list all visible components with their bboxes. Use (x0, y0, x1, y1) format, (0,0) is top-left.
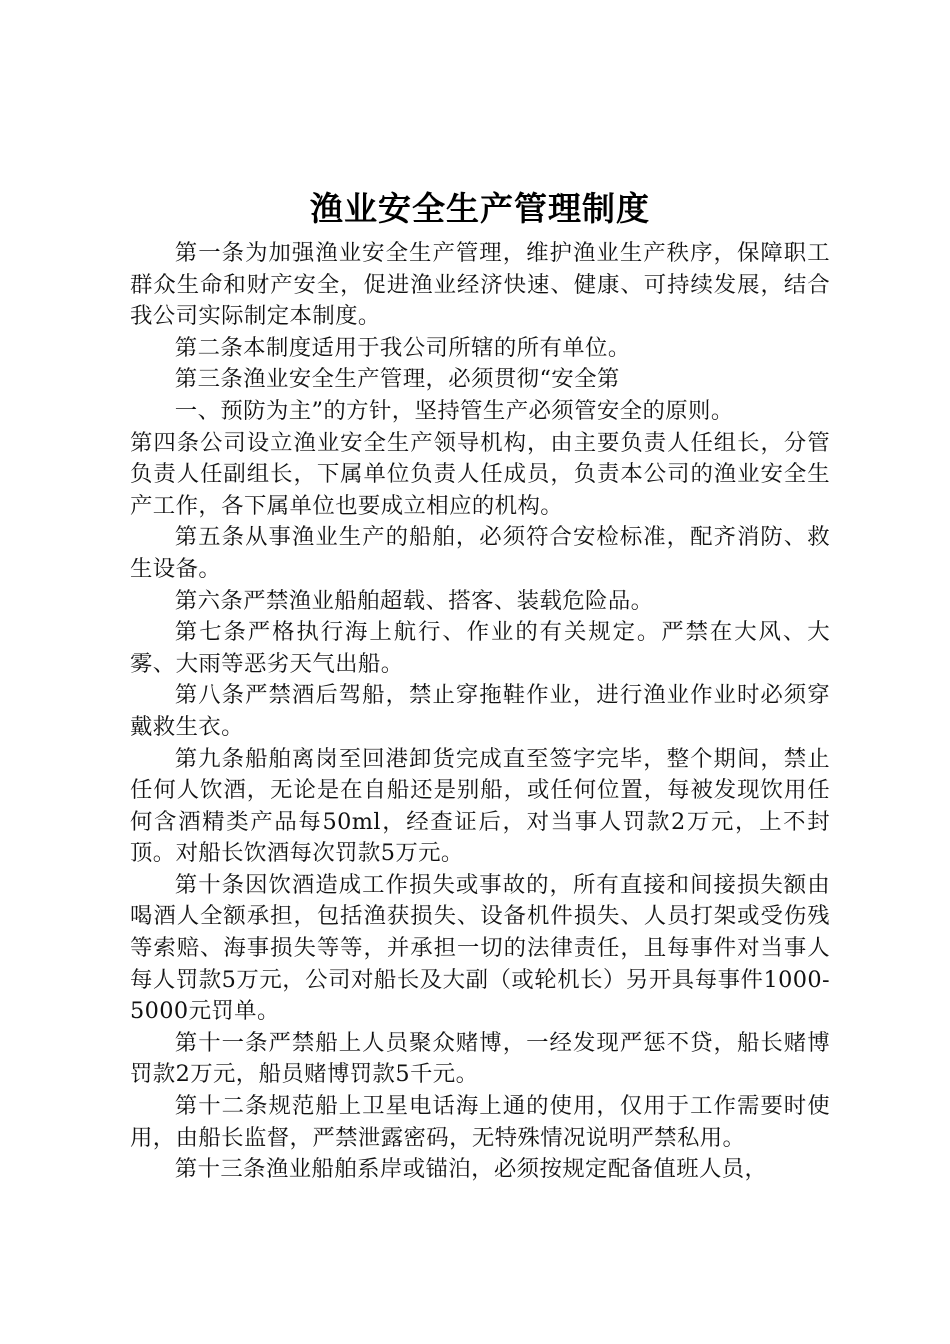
paragraph-article-13: 第十三条渔业船舶系岸或锚泊，必须按规定配备值班人员， (174, 1156, 768, 1183)
paragraph-article-4: 第四条公司设立渔业安全生产领导机构，由主要负责人任组长，分管负责人任副组长，下属单位负责人任成员，负责本公司的渔业安全生产工作，各下属单位也要成立相应的机构。 (130, 429, 830, 519)
paragraph-article-8: 第八条严禁酒后驾船，禁止穿拖鞋作业，进行渔业作业时必须穿戴救生衣。 (130, 682, 830, 740)
paragraph-article-12: 第十二条规范船上卫星电话海上通的使用，仅用于工作需要时使用，由船长监督，严禁泄露密码，无特殊情况说明严禁私用。 (130, 1093, 830, 1151)
paragraph-article-3-continued: 一、预防为主”的方针，坚持管生产必须管安全的原则。 (174, 397, 734, 424)
document-body (130, 238, 830, 1186)
paragraph-article-6: 第六条严禁渔业船舶超载、搭客、装载危险品。 (174, 587, 654, 614)
paragraph-article-9: 第九条船舶离岗至回港卸货完成直至签字完毕，整个期间，禁止任何人饮酒，无论是在自船还是别船，或任何位置，每被发现饮用任何含酒精类产品每50ml，经查证后，对当事人罚款2万元，上不封顶。对船长饮酒每次罚款5万元。 (130, 745, 830, 867)
paragraph-article-7: 第七条严格执行海上航行、作业的有关规定。严禁在大风、大雾、大雨等恶劣天气出船。 (130, 619, 830, 677)
paragraph-article-10: 第十条因饮酒造成工作损失或事故的，所有直接和间接损失额由喝酒人全额承担，包括渔获损失、设备机件损失、人员打架或受伤残等索赔、海事损失等等，并承担一切的法律责任，且每事件对当事人每人罚款5万元，公司对船长及大副（或轮机长）另开具每事件1000-5000元罚单。 (130, 871, 830, 1025)
paragraph-article-2: 第二条本制度适用于我公司所辖的所有单位。 (174, 334, 631, 361)
paragraph-article-1: 第一条为加强渔业安全生产管理，维护渔业生产秩序，保障职工群众生命和财产安全，促进渔业经济快速、健康、可持续发展，结合我公司实际制定本制度。 (130, 240, 830, 330)
document-page (130, 186, 830, 1186)
paragraph-article-3: 第三条渔业安全生产管理，必须贯彻“安全第 (174, 366, 620, 393)
document-title: 渔业安全生产管理制度 (310, 189, 650, 228)
paragraph-article-5: 第五条从事渔业生产的船舶，必须符合安检标准，配齐消防、救生设备。 (130, 524, 830, 582)
paragraph-article-11: 第十一条严禁船上人员聚众赌博，一经发现严惩不贷，船长赌博罚款2万元，船员赌博罚款5千元。 (130, 1029, 830, 1088)
